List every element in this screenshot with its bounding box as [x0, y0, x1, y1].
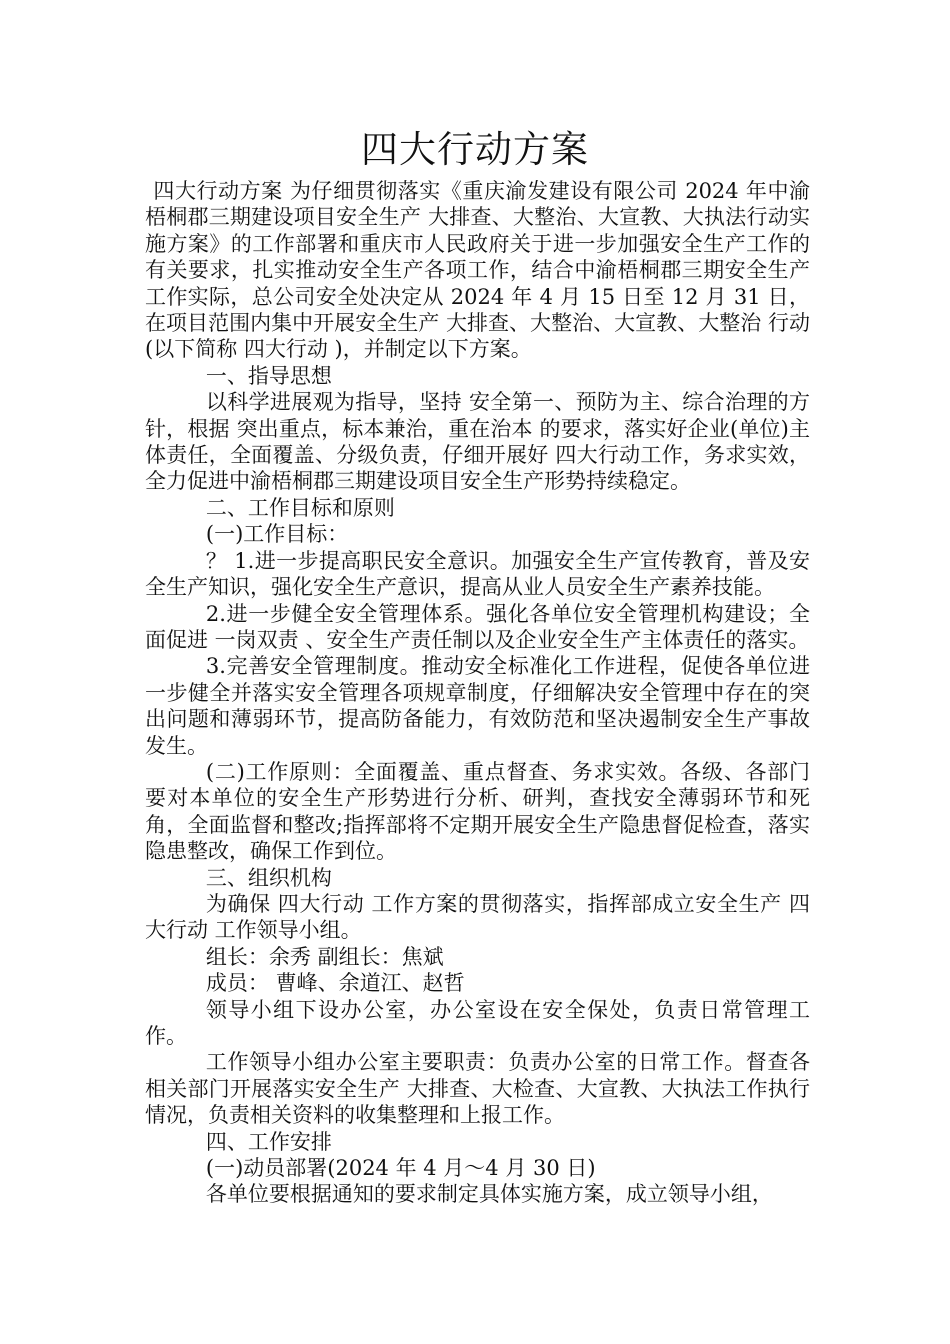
- section-heading-goals-principles: 二、工作目标和原则: [205, 495, 395, 520]
- paragraph-organization: 为确保 四大行动 工作方案的贯彻落实，指挥部成立安全生产 四大行动 工作领导小组。: [145, 891, 810, 943]
- paragraph-work-principles: (二)工作原则：全面覆盖、重点督查、务求实效。各级、各部门要对本单位的安全生产形势进行分析、研判，查找安全薄弱环节和死角，全面监督和整改;指挥部将不定期开展安全生产隐患督促检查，落实隐患整改，确保工作到位。: [145, 759, 810, 864]
- section-heading-organization: 三、组织机构: [205, 865, 332, 890]
- paragraph-mobilization: 各单位要根据通知的要求制定具体实施方案，成立领导小组，: [205, 1182, 773, 1207]
- section-heading-arrangements: 四、工作安排: [205, 1129, 332, 1154]
- team-members: 成员： 曹峰、余道江、赵哲: [205, 971, 465, 996]
- paragraph-office-duties: 工作领导小组办公室主要职责：负责办公室的日常工作。督查各相关部门开展落实安全生产 大排查、大检查、大宣教、大执法工作执行情况，负责相关资料的收集整理和上报工作。: [145, 1050, 810, 1128]
- goal-item-1: ？ 1.进一步提高职民安全意识。加强安全生产宣传教育，普及安全生产知识，强化安全生产意识，提高从业人员安全生产素养技能。: [145, 548, 810, 600]
- document-title: 四大行动方案: [361, 128, 589, 171]
- paragraph-office: 领导小组下设办公室，办公室设在安全保处，负责日常管理工作。: [145, 997, 810, 1048]
- paragraph-guiding-principle: 以科学进展观为指导，坚持 安全第一、预防为主、综合治理的方针，根据 突出重点，标本兼治，重在治本 的要求，落实好企业(单位)主体责任，全面覆盖、分级负责，仔细开展好 四大行动工作，务求实效，全力促进中渝梧桐郡三期建设项目安全生产形势持续稳定。: [145, 390, 810, 494]
- intro-paragraph: 四大行动方案 为仔细贯彻落实《重庆渝发建设有限公司 2024 年中渝梧桐郡三期建设项目安全生产 大排查、大整治、大宣教、大执法行动实施方案》的工作部署和重庆市人民政府关于进一步加强安全生产工作的有关要求，扎实推动安全生产各项工作，结合中渝梧桐郡三期安全生产工作实际，总公司安全处决定从 2024 年 4 月 15 日至 12 月 31 日，在项目范围内集中开展安全生产 大排查、大整治、大宣教、大整治 行动(以下简称 四大行动 )，并制定以下方案。: [145, 179, 810, 362]
- goal-item-3: 3.完善安全管理制度。推动安全标准化工作进程，促使各单位进一步健全并落实安全管理各项规章制度，仔细解决安全管理中存在的突出问题和薄弱环节，提高防备能力，有效防范和坚决遏制安全生产事故发生。: [145, 654, 810, 758]
- section-heading-guiding-principle: 一、指导思想: [205, 363, 332, 388]
- goal-item-2: 2.进一步健全安全管理体系。强化各单位安全管理机构建设；全面促进 一岗双责 、安全生产责任制以及企业安全生产主体责任的落实。: [145, 601, 810, 652]
- subheading-mobilization: (一)动员部署(2024 年 4 月～4 月 30 日): [205, 1156, 596, 1181]
- subheading-goals: (一)工作目标：: [205, 522, 349, 547]
- document-body: [145, 178, 810, 1208]
- team-leaders: 组长：余秀 副组长：焦斌: [205, 944, 444, 969]
